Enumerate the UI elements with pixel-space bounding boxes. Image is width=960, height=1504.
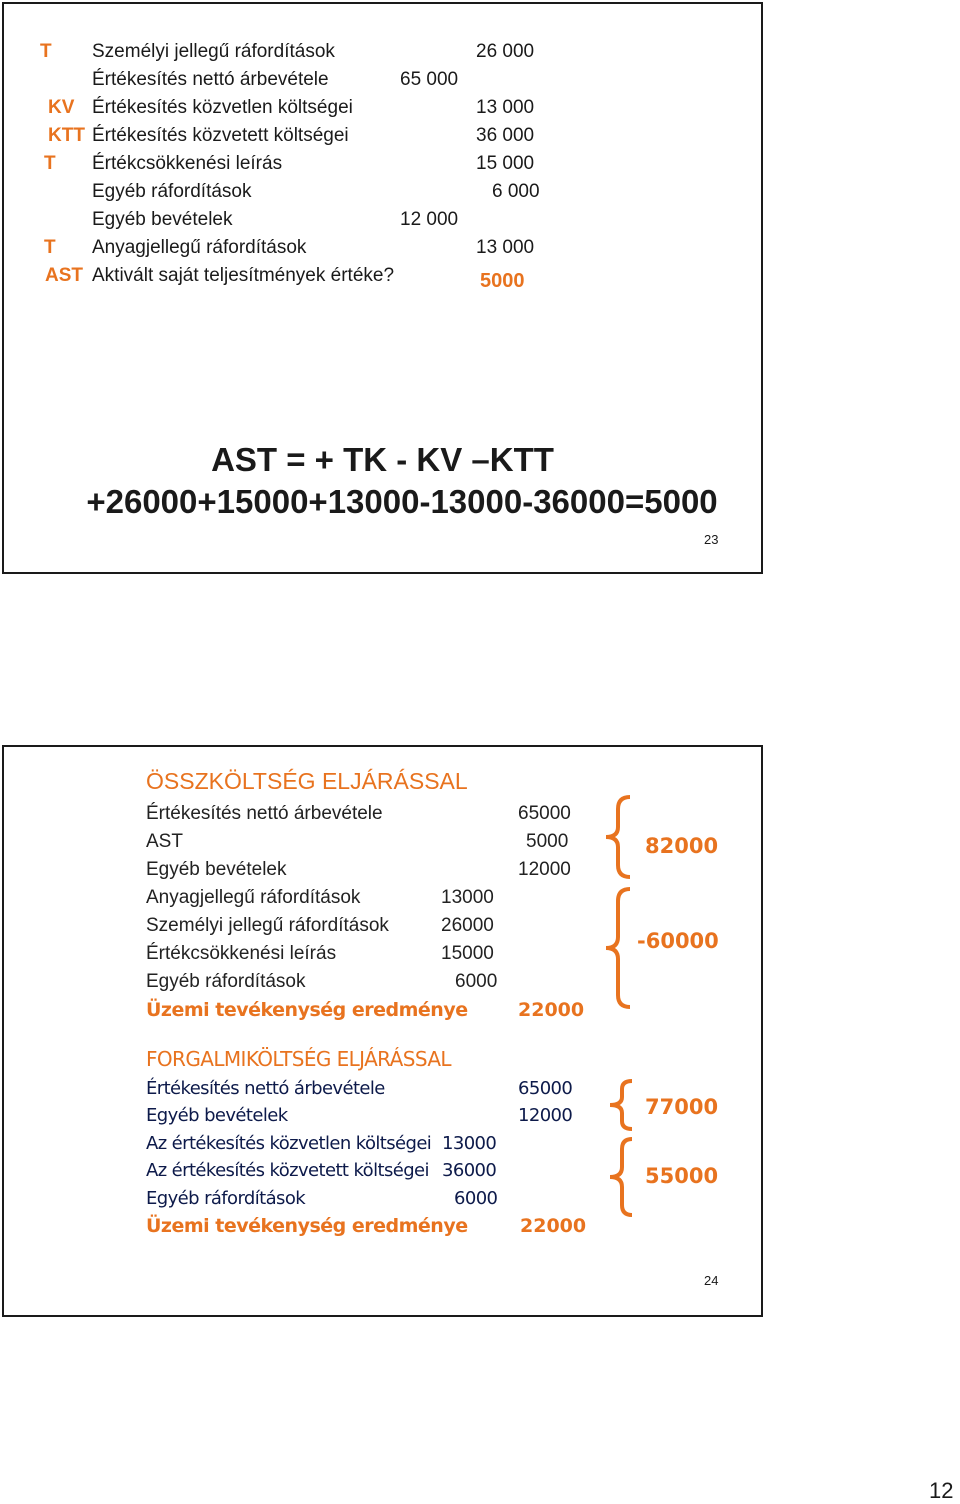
row-label: Egyéb ráfordítások [146, 971, 306, 992]
row-value: 6 000 [492, 181, 540, 202]
row-label: Értékesítés nettó árbevétele [92, 69, 329, 90]
row-value: 65000 [518, 1078, 573, 1099]
section-title: FORGALMIKÖLTSÉG ELJÁRÁSSAL [146, 1047, 451, 1071]
row-tag: AST [45, 265, 83, 286]
row-value: 12 000 [400, 209, 459, 230]
row-value: 6000 [455, 971, 498, 992]
result-label: Üzemi tevékenység eredménye [146, 999, 468, 1021]
row-tag: KTT [48, 125, 85, 146]
slide-23 [2, 2, 763, 574]
row-value: 15000 [441, 943, 494, 964]
sum-revenues: 82000 [645, 834, 719, 858]
row-label: Egyéb ráfordítások [92, 181, 252, 202]
row-tag: T [44, 153, 56, 174]
page-number: 24 [704, 1273, 719, 1288]
row-value: 15 000 [476, 153, 535, 174]
row-value: 36000 [442, 1160, 497, 1181]
row-label: Aktivált saját teljesítmények értéke? [92, 265, 395, 286]
result-value: 22000 [518, 999, 585, 1021]
formula-line-1: AST = + TK - KV –KTT [211, 441, 554, 478]
row-value: 13000 [441, 887, 494, 908]
row-value: 26 000 [476, 41, 535, 62]
row-value: 26000 [441, 915, 494, 936]
document-page-number: 12 [929, 1478, 954, 1503]
row-value: 13000 [442, 1133, 497, 1154]
result-value: 22000 [520, 1215, 587, 1237]
slide-24 [2, 745, 763, 1317]
row-label: Személyi jellegű ráfordítások [92, 41, 335, 62]
brace-costs-2 [604, 1135, 640, 1219]
row-value: 65000 [518, 803, 571, 824]
row-value: 5000 [526, 831, 569, 852]
row-label: Anyagjellegű ráfordítások [92, 237, 307, 258]
row-label: Személyi jellegű ráfordítások [146, 915, 389, 936]
row-tag: T [40, 41, 52, 62]
row-tag: T [44, 237, 56, 258]
section-title: ÖSSZKÖLTSÉG ELJÁRÁSSAL [146, 768, 468, 794]
row-label: Értékesítés közvetlen költségei [92, 97, 353, 118]
row-label: Anyagjellegű ráfordítások [146, 887, 361, 908]
row-value: 65 000 [400, 69, 459, 90]
row-value: 13 000 [476, 237, 535, 258]
brace-revenues-2 [604, 1077, 640, 1133]
row-label: Az értékesítés közvetlen költségei [146, 1133, 432, 1154]
row-tag: KV [48, 97, 75, 118]
sum-expenses: -60000 [637, 929, 719, 953]
row-label: Értékcsökkenési leírás [146, 943, 337, 964]
row-label: Értékesítés nettó árbevétele [146, 803, 383, 824]
page-number: 23 [704, 532, 719, 547]
row-value: 12000 [518, 859, 571, 880]
row-label: AST [146, 831, 183, 852]
row-label: Értékcsökkenési leírás [92, 153, 283, 174]
formula-line-2: +26000+15000+13000-13000-36000=5000 [86, 483, 718, 520]
brace-revenues [600, 793, 640, 881]
row-label: Értékesítés közvetett költségei [92, 125, 349, 146]
result-label: Üzemi tevékenység eredménye [146, 1215, 468, 1237]
row-value: 12000 [518, 1105, 573, 1126]
row-label: Egyéb ráfordítások [146, 1188, 306, 1209]
row-value: 36 000 [476, 125, 535, 146]
ast-answer: 5000 [480, 270, 525, 292]
sum-revenues-2: 77000 [645, 1095, 719, 1119]
row-label: Értékesítés nettó árbevétele [146, 1078, 385, 1099]
row-label: Egyéb bevételek [92, 209, 233, 230]
row-label: Egyéb bevételek [146, 859, 287, 880]
row-value: 13 000 [476, 97, 535, 118]
row-label: Egyéb bevételek [146, 1105, 288, 1126]
brace-expenses [600, 885, 640, 1011]
row-label: Az értékesítés közvetett költségei [146, 1160, 429, 1181]
sum-costs-2: 55000 [645, 1164, 719, 1188]
row-value: 6000 [454, 1188, 498, 1209]
